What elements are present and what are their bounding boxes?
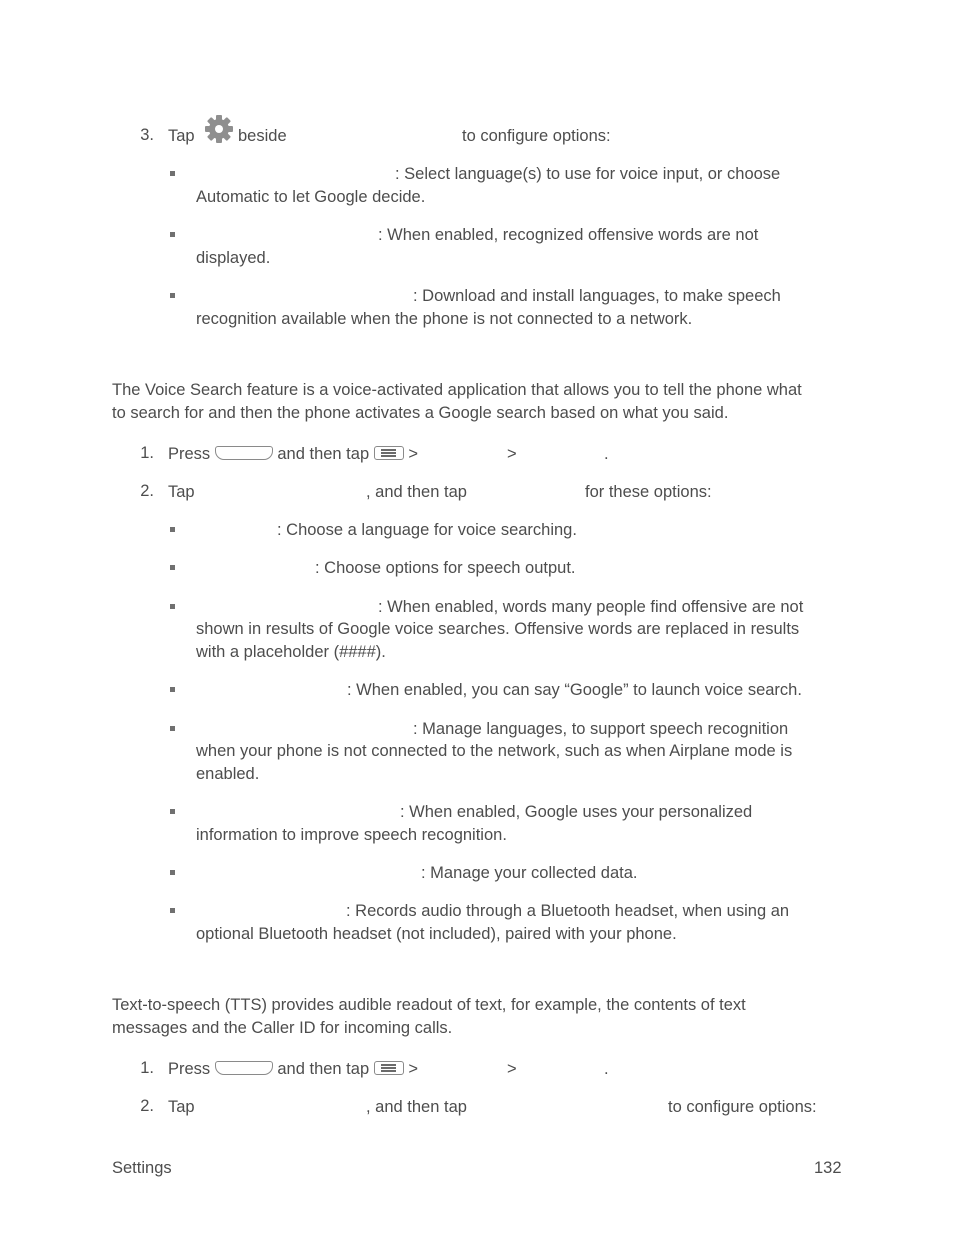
option-description: : When enabled, you can say “Google” to launch voice search. xyxy=(347,681,802,699)
bullet-marker xyxy=(170,870,175,875)
option-description: : When enabled, words many people find offensive are not xyxy=(378,598,804,616)
step-text: and then tap xyxy=(277,445,370,463)
step-text: > xyxy=(408,1060,418,1078)
option-description-cont: Automatic to let Google decide. xyxy=(196,188,426,206)
bullet-marker xyxy=(170,527,175,532)
step-text-lead: Tap xyxy=(168,127,195,145)
menu-key-icon xyxy=(374,1061,404,1075)
option-description-cont: displayed. xyxy=(196,249,271,267)
step-text: Tap xyxy=(168,483,195,501)
home-key-icon xyxy=(215,446,273,460)
option-description: : Choose options for speech output. xyxy=(315,559,576,577)
step-text: , and then tap xyxy=(366,483,467,501)
bullet-marker xyxy=(170,687,175,692)
step-text-beside: beside xyxy=(238,127,287,145)
option-description: : When enabled, recognized offensive words are not xyxy=(378,226,759,244)
step-number: 1. xyxy=(140,444,154,462)
bullet-marker xyxy=(170,726,175,731)
option-description-cont: when your phone is not connected to the network, such as when Airplane mode is xyxy=(196,742,793,760)
option-description-cont: enabled. xyxy=(196,765,260,783)
step-text: , and then tap xyxy=(366,1098,467,1116)
bullet-marker xyxy=(170,293,175,298)
option-description-cont: recognition available when the phone is not connected to a network. xyxy=(196,310,693,328)
bullet-marker xyxy=(170,565,175,570)
page-number: 132 xyxy=(814,1159,842,1177)
bullet-marker xyxy=(170,232,175,237)
option-description: : Records audio through a Bluetooth headset, when using an xyxy=(346,902,790,920)
bullet-marker xyxy=(170,908,175,913)
step-text-tail: to configure options: xyxy=(462,127,611,145)
step-number: 3. xyxy=(140,126,154,144)
step-text: to configure options: xyxy=(668,1098,817,1116)
step-text: for these options: xyxy=(585,483,712,501)
option-description-cont: information to improve speech recognition. xyxy=(196,826,507,844)
gear-icon xyxy=(204,114,234,144)
home-key-icon xyxy=(215,1061,273,1075)
step-text: . xyxy=(604,445,609,463)
paragraph: to search for and then the phone activates a Google search based on what you said. xyxy=(112,404,729,422)
step-text: > xyxy=(408,445,418,463)
option-description: : Manage your collected data. xyxy=(421,864,638,882)
step-number: 1. xyxy=(140,1059,154,1077)
option-description-cont: optional Bluetooth headset (not included), paired with your phone. xyxy=(196,925,677,943)
bullet-marker xyxy=(170,809,175,814)
option-description: : Manage languages, to support speech recognition xyxy=(413,720,789,738)
bullet-marker xyxy=(170,171,175,176)
step-text: Tap xyxy=(168,1098,195,1116)
step-number: 2. xyxy=(140,482,154,500)
step-text: Press xyxy=(168,445,211,463)
paragraph: The Voice Search feature is a voice-activated application that allows you to tell the phone what xyxy=(112,381,802,399)
option-description: : Download and install languages, to make speech xyxy=(413,287,781,305)
step-text: > xyxy=(507,1060,517,1078)
option-description: : When enabled, Google uses your personalized xyxy=(400,803,753,821)
option-description: : Choose a language for voice searching. xyxy=(277,521,577,539)
option-description-cont: with a placeholder (####). xyxy=(196,643,386,661)
paragraph: messages and the Caller ID for incoming calls. xyxy=(112,1019,453,1037)
footer-section: Settings xyxy=(112,1159,172,1177)
menu-key-icon xyxy=(374,446,404,460)
option-description: : Select language(s) to use for voice input, or choose xyxy=(395,165,781,183)
step-text: and then tap xyxy=(277,1060,370,1078)
bullet-marker xyxy=(170,604,175,609)
step-text: Press xyxy=(168,1060,211,1078)
option-description-cont: shown in results of Google voice searches. Offensive words are replaced in results xyxy=(196,620,800,638)
step-text: . xyxy=(604,1060,609,1078)
paragraph: Text-to-speech (TTS) provides audible readout of text, for example, the contents of text xyxy=(112,996,746,1014)
step-text: > xyxy=(507,445,517,463)
step-number: 2. xyxy=(140,1097,154,1115)
